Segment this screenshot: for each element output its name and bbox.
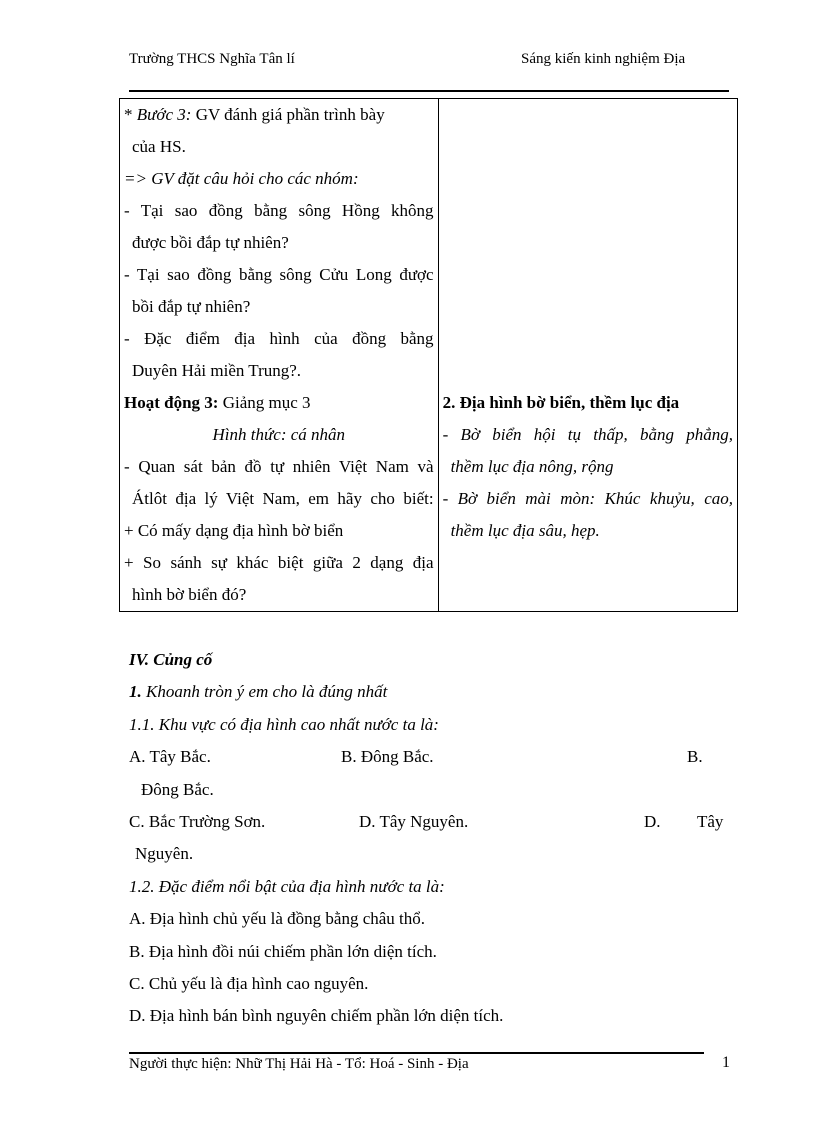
footer-rule [129,1052,704,1054]
question-1-2: 1.2. Đặc điểm nổi bật của địa hình nước ta là: [129,876,445,896]
footer-author: Người thực hiện: Nhữ Thị Hải Hà - Tổ: Hoá - Sinh - Địa [129,1056,469,1072]
option-b: B. Đông Bắc. [341,747,434,767]
option-continuation: Đông Bắc. [141,779,214,799]
list-item: - Đặc điểm địa hình của đồng bằng [124,329,434,348]
option-d: D. Địa hình bán bình nguyên chiếm phần lớn diện tích. [129,1006,504,1026]
page-number: 1 [722,1054,730,1071]
list-item: - Tại sao đồng bằng sông Hồng không [124,201,434,220]
option-continuation: Nguyên. [135,844,194,864]
content-cell [438,99,737,612]
list-item: của HS. [132,137,186,156]
lesson-table [119,98,738,612]
section-heading: IV. Củng cố [129,650,213,669]
table-row [120,99,738,612]
option-d: D. Tây Nguyên. [359,811,469,831]
list-item: thềm lục địa sâu, hẹp. [450,521,600,540]
list-item: + So sánh sự khác biệt giữa 2 dạng địa [124,553,434,572]
list-item: hình bờ biển đó? [132,585,247,604]
list-item: bồi đắp tự nhiên? [132,297,251,316]
question-1: 1. Khoanh tròn ý em cho là đúng nhất [129,682,388,702]
options-row [129,806,729,838]
header-title: Sáng kiến kinh nghiệm Địa [521,51,686,67]
question-1-1: 1.1. Khu vực có địa hình cao nhất nước ta là: [129,714,439,734]
list-item: => GV đặt câu hỏi cho các nhóm: [124,169,359,188]
list-item: - Bờ biển mài mòn: Khúc khuỷu, cao, [442,489,733,508]
list-item: * Bước 3: GV đánh giá phần trình bày [124,105,385,124]
option-c: C. Chủ yếu là địa hình cao nguyên. [129,973,369,993]
option-c: C. Bắc Trường Sơn. [129,811,266,831]
list-item: được bồi đắp tự nhiên? [132,233,289,252]
option-a: A. Tây Bắc. [129,747,211,767]
list-item: Duyên Hải miền Trung?. [132,361,302,380]
option-d-repeat: D. [644,811,661,831]
header-rule [129,90,729,92]
option-a: A. Địa hình chủ yếu là đồng bằng châu thổ. [129,909,426,929]
list-item: Hình thức: cá nhân [212,425,346,444]
consolidation-section [129,644,729,1033]
activity-heading: Hoạt động 3: Giảng mục 3 [124,393,311,412]
options-row [129,741,729,773]
option-b: B. Địa hình đồi núi chiếm phần lớn diện tích. [129,941,437,961]
header-school: Trường THCS Nghĩa Tân lí [129,51,295,67]
list-item: - Tại sao đồng bằng sông Cửu Long được [124,265,434,284]
list-item: thềm lục địa nông, rộng [450,457,614,476]
list-item: Átlôt địa lý Việt Nam, em hãy cho biết: [132,489,434,508]
list-item: - Bờ biển hội tụ thấp, bằng phẳng, [442,425,733,444]
teacher-activity-cell [120,99,439,612]
list-item: + Có mấy dạng địa hình bờ biển [124,521,344,540]
option-b-repeat: B. [687,747,703,767]
option-d-repeat-word: Tây [697,811,724,831]
list-item: - Quan sát bản đồ tự nhiên Việt Nam và [124,457,434,476]
section-heading: 2. Địa hình bờ biển, thềm lục địa [442,393,680,412]
